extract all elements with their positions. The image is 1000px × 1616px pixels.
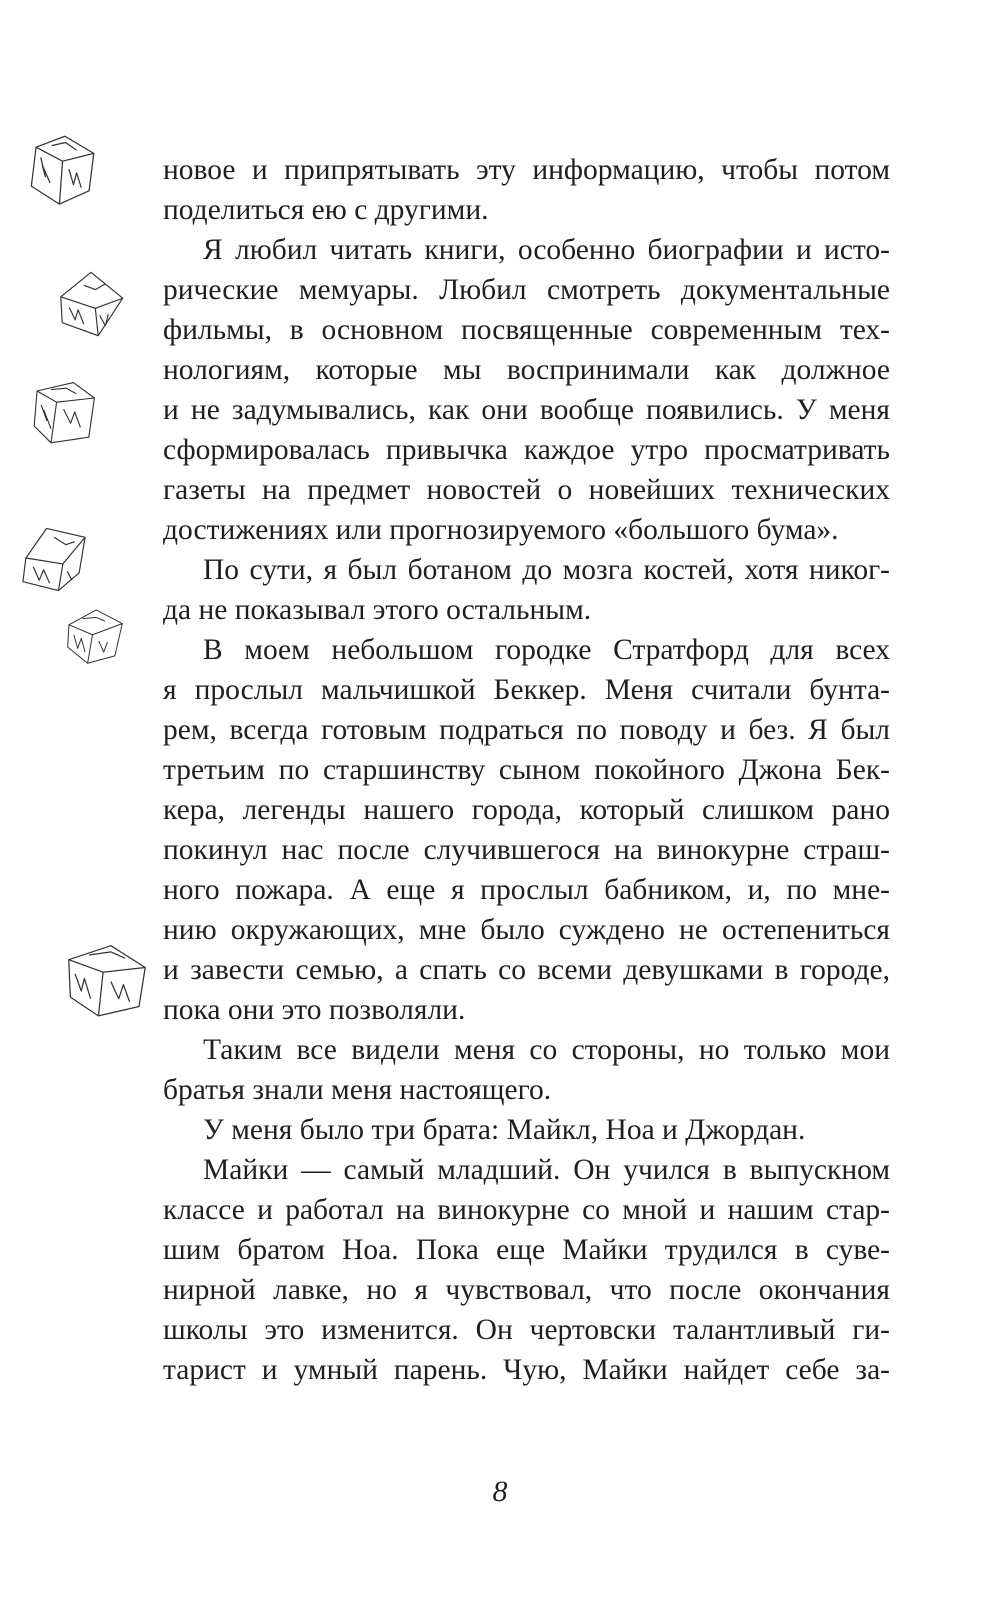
text-line: достижениях или прогнозируемого «большого бума». bbox=[163, 514, 839, 546]
text-line: новое и припрятывать эту информацию, чтобы потом bbox=[163, 154, 890, 186]
text-line: нирной лавке, но я чувствовал, что после окончания bbox=[163, 1274, 890, 1306]
text-line: покинул нас после случившегося на винокурне страш- bbox=[163, 834, 890, 866]
text-line: школы это изменится. Он чертовски талантливый ги- bbox=[163, 1314, 890, 1346]
text-line: шим братом Ноа. Пока еще Майки трудился в суве- bbox=[163, 1234, 890, 1266]
text-line: рические мемуары. Любил смотреть документальные bbox=[163, 274, 890, 306]
text-line: По сути, я был ботаном до мозга костей, хотя никог- bbox=[203, 554, 890, 586]
text-line: фильмы, в основном посвященные современным тех- bbox=[163, 314, 890, 346]
body-text bbox=[163, 150, 890, 1390]
text-line: и завести семью, а спать со всеми девушками в городе, bbox=[163, 954, 890, 986]
text-line: сформировалась привычка каждое утро просматривать bbox=[163, 434, 890, 466]
text-line: Майки — самый младший. Он учился в выпускном bbox=[203, 1154, 890, 1186]
text-line: нологиям, которые мы воспринимали как должное bbox=[163, 354, 890, 386]
text-line: У меня было три брата: Майкл, Ноа и Джордан. bbox=[203, 1114, 806, 1146]
text-line: пока они это позволяли. bbox=[163, 994, 466, 1026]
text-line: братья знали меня настоящего. bbox=[163, 1074, 552, 1106]
ice-cube-icon bbox=[64, 941, 150, 1019]
text-line: кера, легенды нашего города, который слишком рано bbox=[163, 794, 890, 826]
text-line: нию окружающих, мне было суждено не остепениться bbox=[163, 914, 890, 946]
ice-cube-icon bbox=[64, 605, 126, 667]
ice-cube-icon bbox=[30, 377, 100, 447]
text-line: В моем небольшом городке Стратфорд для всех bbox=[203, 634, 890, 666]
text-line: классе и работал на винокурне со мной и нашим стар- bbox=[163, 1194, 890, 1226]
page-number: 8 bbox=[492, 1475, 508, 1508]
text-line: третьим по старшинству сыном покойного Джона Бек- bbox=[163, 754, 890, 786]
text-line: рем, всегда готовым подраться по поводу и без. Я был bbox=[163, 714, 890, 746]
text-line: ного пожара. А еще я прослыл бабником, и, по мне- bbox=[163, 874, 890, 906]
ice-cube-icon bbox=[22, 130, 100, 208]
text-line: Я любил читать книги, особенно биографии и исто- bbox=[203, 234, 890, 266]
text-line: да не показывал этого остальным. bbox=[163, 594, 592, 626]
text-line: я прослыл мальчишкой Беккер. Меня считали бунта- bbox=[163, 674, 890, 706]
ice-cube-icon bbox=[17, 521, 91, 595]
ice-cube-icon bbox=[55, 268, 127, 340]
text-line: газеты на предмет новостей о новейших технических bbox=[163, 474, 890, 506]
text-line: Таким все видели меня со стороны, но только мои bbox=[203, 1034, 890, 1066]
text-line: тарист и умный парень. Чую, Майки найдет себе за- bbox=[163, 1354, 890, 1386]
text-line: поделиться ею с другими. bbox=[163, 194, 489, 226]
text-line: и не задумывались, как они вообще появились. У меня bbox=[163, 394, 890, 426]
